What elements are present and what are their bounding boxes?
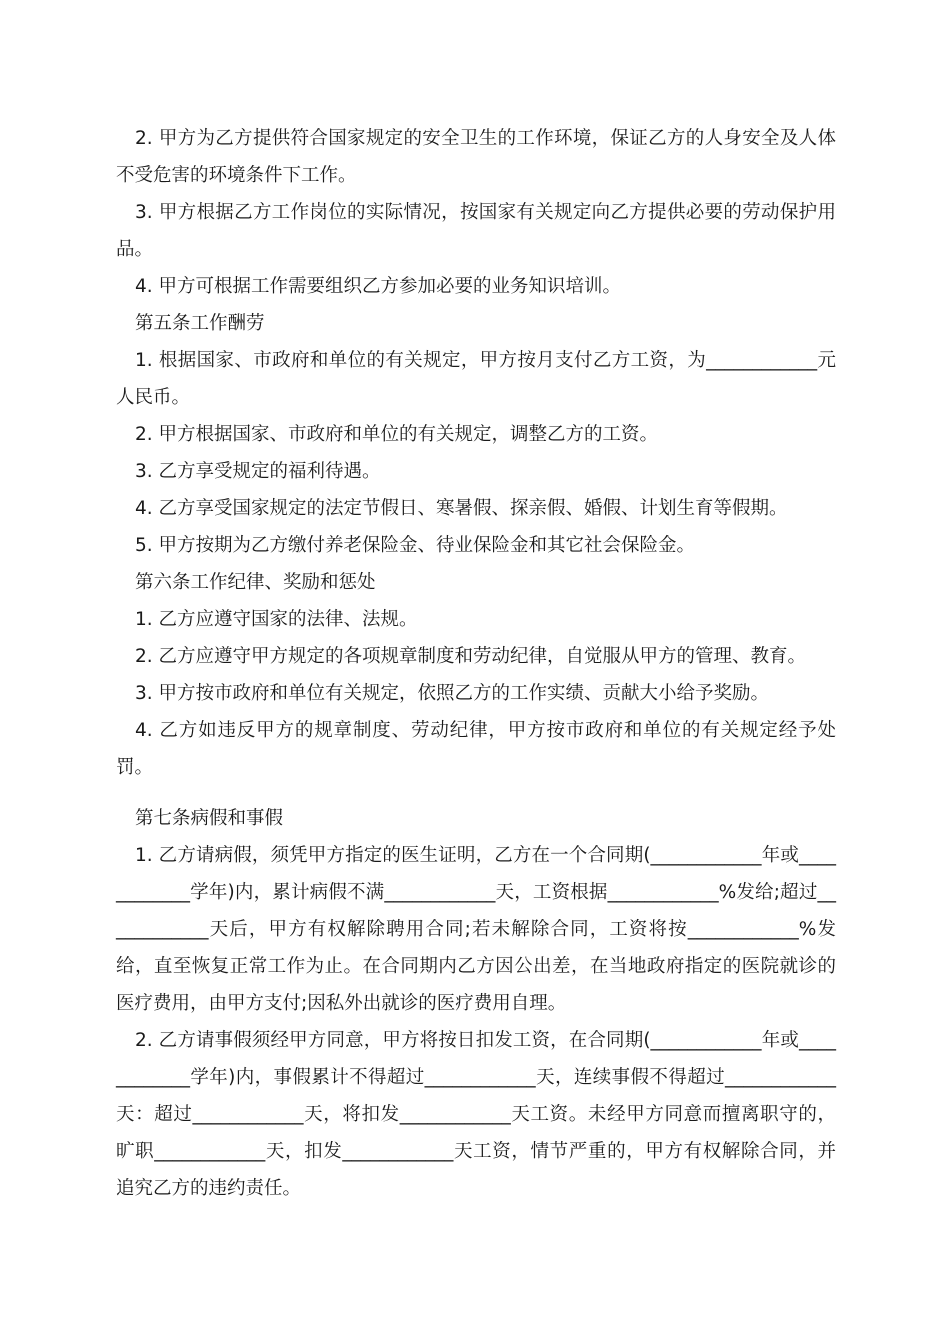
section-heading-article-5: 第五条工作酬劳: [135, 313, 265, 334]
paragraph-rewards: 3. 甲方按市政府和单位有关规定，依照乙方的工作实绩、贡献大小给予奖励。: [135, 683, 770, 704]
paragraph-training: 4. 甲方可根据工作需要组织乙方参加必要的业务知识培训。: [135, 276, 622, 297]
paragraph-punishment: 4. 乙方如违反甲方的规章制度、劳动纪律，甲方按市政府和单位的有关规定经予处罚。: [116, 720, 836, 778]
paragraph-obey-rules: 2. 乙方应遵守甲方规定的各项规章制度和劳动纪律，自觉服从甲方的管理、教育。: [135, 646, 807, 667]
paragraph-protective-equipment: 3. 甲方根据乙方工作岗位的实际情况，按国家有关规定向乙方提供必要的劳动保护用品。: [116, 202, 836, 260]
paragraph-personal-leave: 2. 乙方请事假须经甲方同意，甲方将按日扣发工资，在合同期(____________年或____________学年)内，事假累计不得超过____________天，连续事假不得超过____________天：超过____________天，将扣发____________天工资。未经甲方同意而擅离职守的，旷职____________天，扣发____________天工资，情节严重的，甲方有权解除合同，并追究乙方的违约责任。: [116, 1030, 836, 1199]
paragraph-holidays: 4. 乙方享受国家规定的法定节假日、寒暑假、探亲假、婚假、计划生育等假期。: [135, 498, 788, 519]
paragraph-welfare: 3. 乙方享受规定的福利待遇。: [135, 461, 381, 482]
document-body: [116, 120, 836, 1207]
paragraph-safety-environment: 2. 甲方为乙方提供符合国家规定的安全卫生的工作环境，保证乙方的人身安全及人体不受危害的环境条件下工作。: [116, 128, 836, 186]
paragraph-insurance: 5. 甲方按期为乙方缴付养老保险金、待业保险金和其它社会保险金。: [135, 535, 696, 556]
section-heading-article-6: 第六条工作纪律、奖励和惩处: [135, 572, 376, 593]
paragraph-sick-leave: 1. 乙方请病假，须凭甲方指定的医生证明，乙方在一个合同期(____________年或____________学年)内，累计病假不满____________天，工资根据____________%发给;超过____________天后，甲方有权解除聘用合同;若未解除合同，工资将按____________%发给，直至恢复正常工作为止。在合同期内乙方因公出差，在当地政府指定的医院就诊的医疗费用，由甲方支付;因私外出就诊的医疗费用自理。: [116, 845, 836, 1014]
paragraph-obey-law: 1. 乙方应遵守国家的法律、法规。: [135, 609, 418, 630]
paragraph-salary-adjustment: 2. 甲方根据国家、市政府和单位的有关规定，调整乙方的工资。: [135, 424, 659, 445]
paragraph-monthly-salary: 1. 根据国家、市政府和单位的有关规定，甲方按月支付乙方工资，为____________元人民币。: [116, 350, 836, 408]
section-heading-article-7: 第七条病假和事假: [135, 808, 284, 829]
